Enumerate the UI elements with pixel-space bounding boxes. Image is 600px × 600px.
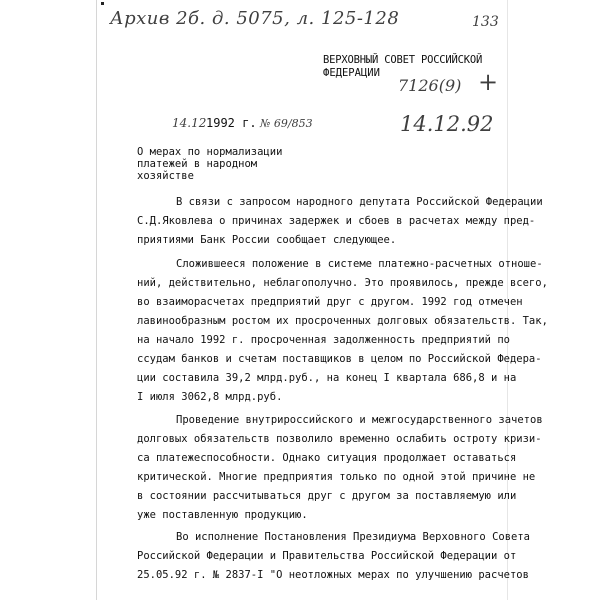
body-line: са платежеспособности. Однако ситуация продолжает оставаться [137,452,517,464]
subject-line-1: О мерах по нормализации [137,146,283,158]
cross-mark: + [478,68,499,96]
recipient-line-1: ВЕРХОВНЫЙ СОВЕТ РОССИЙСКОЙ [323,54,483,66]
body-line: во взаиморасчетах предприятий друг с другом. 1992 год отмечен [137,296,523,308]
body-line: I июля 3062,8 млрд.руб. [137,391,283,403]
body-line: на начало 1992 г. просроченная задолженность предприятий по [137,334,510,346]
body-line: 25.05.92 г. № 2837-I "О неотложных мерах по улучшению расчетов [137,569,529,581]
scan-edge-mark [101,2,104,5]
body-line: долговых обязательств позволило временно ослабить остроту кризи- [137,433,542,445]
date-year: 1992 г. [206,116,257,130]
body-line: приятиями Банк России сообщает следующее. [137,234,397,246]
body-line: ции составила 39,2 млрд.руб., на конец I квартала 686,8 и на [137,372,517,384]
body-line: ний, действительно, неблагополучно. Это проявилось, прежде всего, [137,277,548,289]
subject-line-2: платежей в народном [137,158,258,170]
body-line: Сложившееся положение в системе платежно-расчетных отноше- [176,258,543,270]
body-line: Российской Федерации и Правительства Российской Федерации от [137,550,517,562]
body-line: ссудам банков и счетам поставщиков в целом по Российской Федера- [137,353,542,365]
body-line: лавинообразным ростом их просроченных долговых обязательств. Так, [137,315,548,327]
body-line: в состоянии рассчитываться друг с другом за поставляемую или [137,490,517,502]
corner-number: 133 [472,14,499,30]
date-handwritten-day: 14.12 [172,116,207,130]
body-line: В связи с запросом народного депутата Российской Федерации [176,196,543,208]
body-line: уже поставленную продукцию. [137,509,308,521]
body-line: С.Д.Яковлева о причинах задержек и сбоев в расчетах между пред- [137,215,536,227]
body-line: Проведение внутрироссийского и межгосударственного зачетов [176,414,543,426]
body-line: Во исполнение Постановления Президиума Верховного Совета [176,531,531,543]
subject-line-3: хозяйстве [137,170,194,182]
body-line: критической. Многие предприятия только по одной этой причине не [137,471,536,483]
outgoing-number: № 69/853 [260,117,313,130]
handwritten-date: 14.12.92 [400,112,494,136]
recipient-line-2: ФЕДЕРАЦИИ [323,67,380,79]
archive-note: Архив 2б. д. 5075, л. 125-128 [110,8,400,29]
registration-number: 7126(9) [398,76,462,95]
